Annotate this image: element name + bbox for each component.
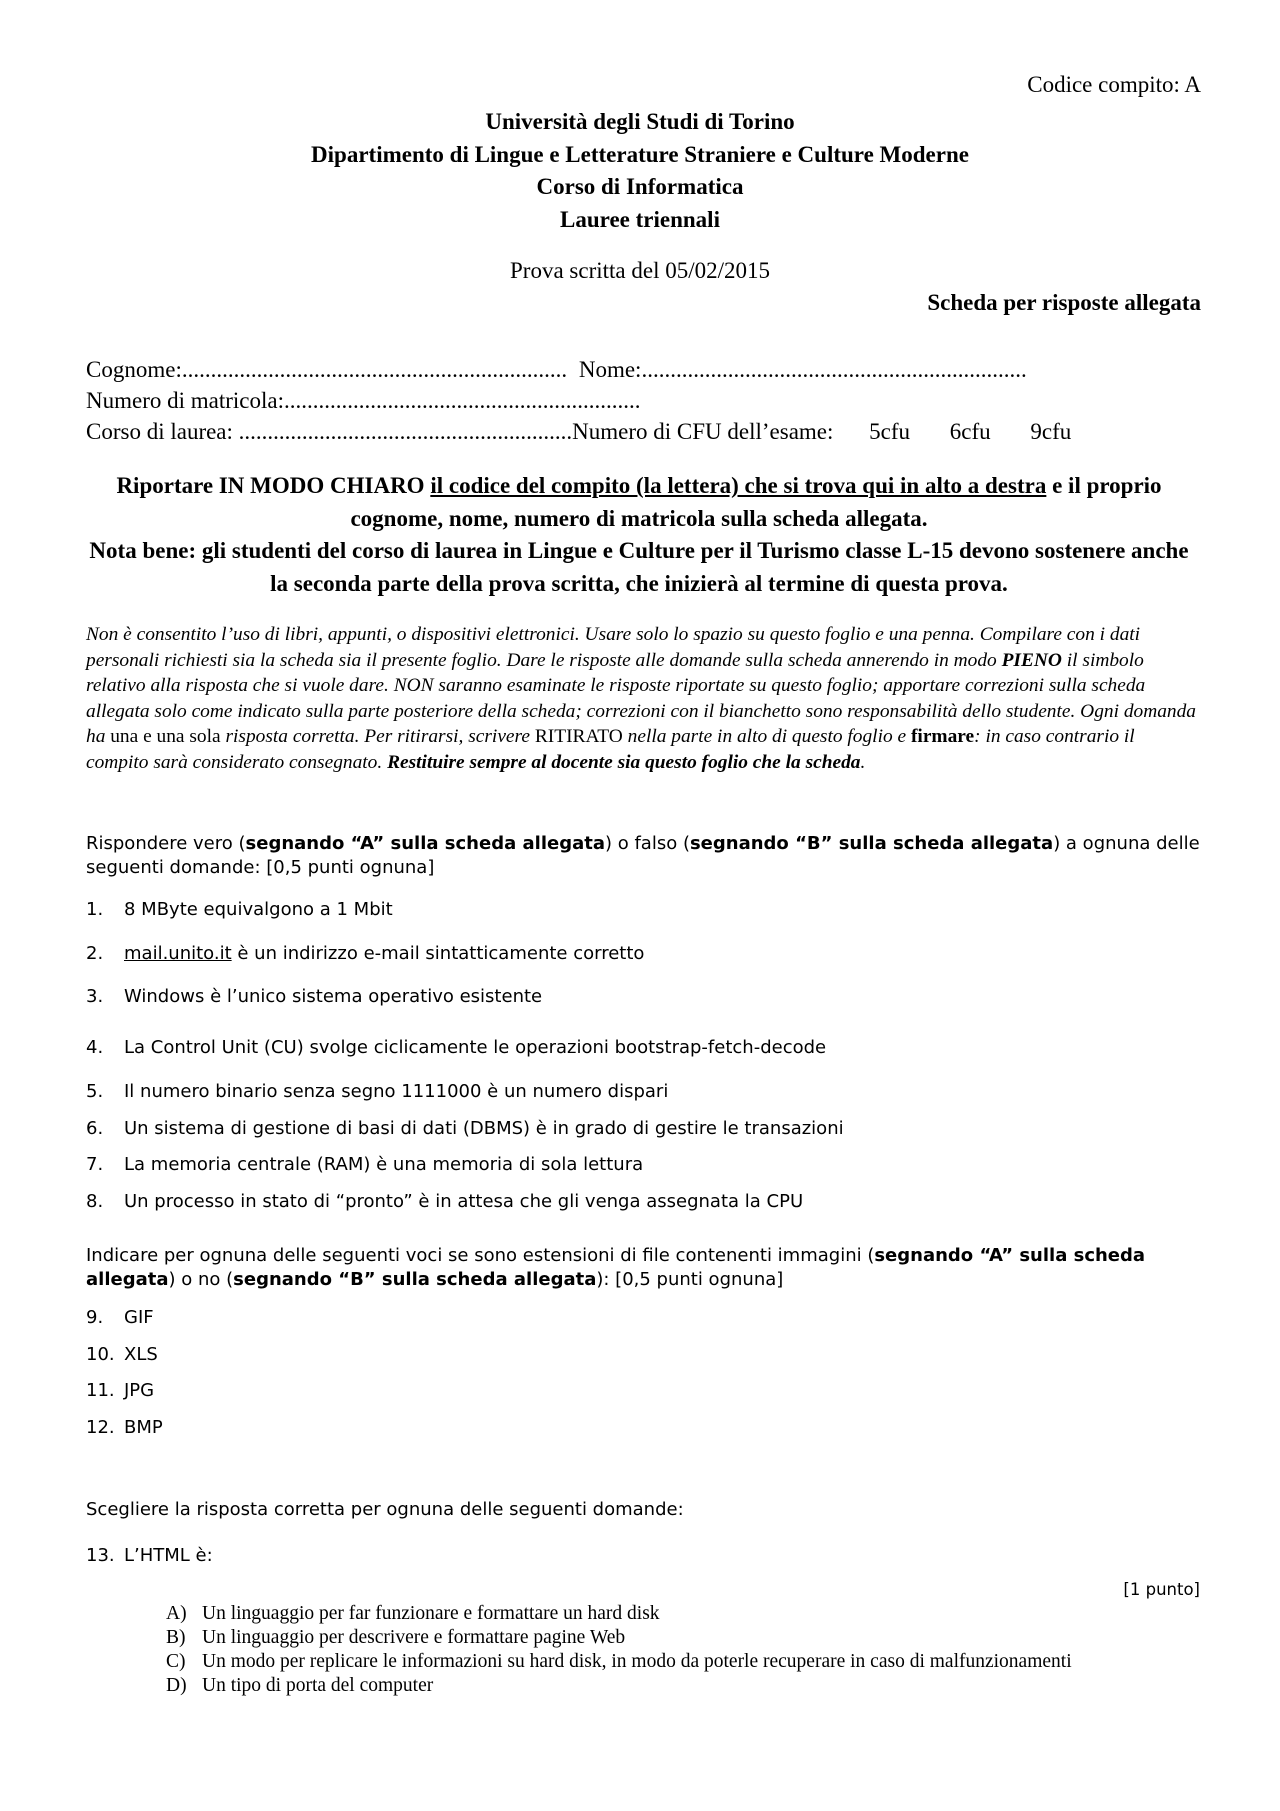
rules-bold-restituire: Restituire sempre al docente sia questo foglio che la scheda: [387, 751, 861, 773]
option-d: [166, 1674, 1072, 1698]
question-number: 1.: [86, 899, 104, 920]
rules-bold-firmare: firmare: [910, 726, 975, 747]
rules-upright: una e una sola: [105, 726, 221, 747]
rules-bold-pieno: PIENO: [1001, 649, 1062, 671]
option-letter: C): [166, 1651, 186, 1672]
course-line: [86, 416, 1071, 447]
rules-upright: RITIRATO: [534, 726, 623, 747]
rules-text: ha: [86, 726, 106, 747]
question-number: 6.: [86, 1118, 104, 1139]
rules-text: risposta corretta. Per ritirarsi, scrivere: [220, 726, 535, 747]
header-block: [0, 106, 1280, 236]
student-fields: [86, 354, 1071, 447]
question-13-options: [166, 1602, 1072, 1698]
degree-type: Lauree triennali: [560, 206, 720, 232]
question-text: La Control Unit (CU) svolge ciclicamente le operazioni bootstrap-fetch-decode: [124, 1037, 827, 1058]
section-text: ): [0,5 punti ognuna]: [596, 1269, 784, 1290]
question-12: [86, 1416, 163, 1440]
section-text: ) a ognuna delle seguenti domande: [0,5 punti ognuna]: [86, 833, 1200, 878]
question-number: 9.: [86, 1307, 104, 1328]
question-text: La memoria centrale (RAM) è una memoria di sola lettura: [124, 1154, 644, 1175]
matricola-field[interactable]: Numero di matricola:..............................................................: [86, 388, 641, 413]
question-2: [86, 942, 644, 966]
notice-tourism: Nota bene: gli studenti del corso di laurea in Lingue e Culture per il Turismo classe L-15 devono sostenere anche la seconda parte della prova scritta, che inizierà al termine di questa prova.: [89, 538, 1189, 596]
question-9: [86, 1306, 154, 1330]
section-bold: segnando “A” sulla scheda allegata: [245, 833, 605, 854]
question-number: 12.: [86, 1417, 115, 1438]
rules-text: il simbolo relativo alla risposta che si vuole dare. NON saranno esaminate le risposte riportate su questo foglio; apportare correzioni sulla scheda allegata solo come indicato sulla parte posteriore della scheda; correzioni con il bianchetto sono responsabilità dello studente. Ogni domanda: [86, 649, 1196, 722]
answer-sheet-note: Scheda per risposte allegata: [927, 290, 1201, 315]
question-4: [86, 1036, 826, 1060]
question-number: 13.: [86, 1545, 115, 1566]
option-c: [166, 1650, 1072, 1674]
question-13: [86, 1544, 213, 1568]
question-5: [86, 1080, 668, 1104]
question-text: 8 MByte equivalgono a 1 Mbit: [124, 899, 393, 920]
course-name: Corso di Informatica: [536, 174, 744, 199]
option-b: [166, 1626, 1072, 1650]
question-10: [86, 1343, 158, 1367]
option-letter: B): [166, 1627, 186, 1648]
question-number: 2.: [86, 943, 104, 964]
option-text: Un linguaggio per far funzionare e formattare un hard disk: [202, 1603, 660, 1624]
question-6: [86, 1117, 844, 1141]
section-image-extensions-intro: [86, 1244, 1206, 1292]
rules-text: nella parte in alto di questo foglio e: [622, 726, 911, 747]
option-letter: D): [166, 1675, 187, 1696]
question-text: Il numero binario senza segno 1111000 è un numero dispari: [124, 1081, 669, 1102]
department-name: Dipartimento di Lingue e Letterature Straniere e Culture Moderne: [311, 141, 969, 167]
notice-text-2: e il proprio cognome, nome, numero di matricola sulla scheda allegata.: [350, 473, 1162, 531]
instructions-notice: [86, 470, 1192, 600]
question-text: JPG: [124, 1380, 155, 1401]
question-number: 7.: [86, 1154, 104, 1175]
section-text: Indicare per ognuna delle seguenti voci se sono estensioni di file contenenti immagini (: [86, 1245, 875, 1266]
question-text: Un processo in stato di “pronto” è in attesa che gli venga assegnata la CPU: [124, 1191, 804, 1212]
question-13-points: [1 punto]: [1123, 1580, 1200, 1599]
rules-text: .: [860, 751, 866, 773]
exam-date: Prova scritta del 05/02/2015: [510, 258, 770, 283]
question-7: [86, 1153, 643, 1177]
question-text: XLS: [124, 1344, 158, 1365]
degree-course-field[interactable]: Corso di laurea: ..........................................................: [86, 419, 573, 444]
question-text: GIF: [124, 1307, 154, 1328]
name-line: [86, 354, 1071, 385]
option-a: [166, 1602, 1072, 1626]
question-11: [86, 1379, 154, 1403]
option-text: Un linguaggio per descrivere e formattare pagine Web: [202, 1627, 626, 1648]
firstname-field[interactable]: Nome:...................................................................: [578, 357, 1027, 382]
section-true-false-intro: [86, 832, 1206, 880]
question-number: 10.: [86, 1344, 115, 1365]
question-number: 5.: [86, 1081, 104, 1102]
question-8: [86, 1190, 803, 1214]
option-letter: A): [166, 1603, 187, 1624]
question-text: è un indirizzo e-mail sintatticamente corretto: [231, 943, 645, 964]
question-number: 11.: [86, 1380, 115, 1401]
section-bold: segnando “A” sulla scheda allegata: [86, 1245, 1146, 1290]
section-multiple-choice-intro: Scegliere la risposta corretta per ognuna delle seguenti domande:: [86, 1499, 684, 1520]
cfu-label: Numero di CFU dell’esame:: [572, 419, 834, 444]
cfu-option-9[interactable]: 9cfu: [1030, 419, 1072, 444]
question-text: BMP: [124, 1417, 163, 1438]
rules-text: Non è consentito l’uso di libri, appunti, o dispositivi elettronici. Usare solo lo spazio su questo foglio e una penna. Compilare con i dati personali richiesti sia la scheda sia il presente foglio. Dare le risposte alle domande sulla scheda annerendo in modo: [86, 624, 1141, 671]
university-name: Università degli Studi di Torino: [485, 109, 795, 134]
section-bold: segnando “B” sulla scheda allegata: [233, 1269, 597, 1290]
notice-text-1: Riportare IN MODO CHIARO: [116, 473, 431, 498]
option-text: Un tipo di porta del computer: [202, 1675, 434, 1696]
section-bold: segnando “B” sulla scheda allegata: [689, 833, 1054, 854]
question-text: Windows è l’unico sistema operativo esistente: [124, 986, 543, 1007]
section-text: ) o falso (: [604, 833, 690, 854]
question-number: 8.: [86, 1191, 104, 1212]
cfu-option-6[interactable]: 6cfu: [949, 419, 991, 444]
exam-code: Codice compito: A: [1027, 72, 1201, 97]
notice-underlined: il codice del compito (la lettera) che si trova qui in alto a destra: [430, 473, 1047, 498]
rules-text: : in caso contrario il compito sarà considerato consegnato.: [86, 726, 1135, 773]
cfu-option-5[interactable]: 5cfu: [869, 419, 911, 444]
question-3: [86, 985, 542, 1009]
exam-rules: [86, 622, 1198, 775]
question-number: 4.: [86, 1037, 104, 1058]
email-domain-link[interactable]: mail.unito.it: [124, 943, 232, 964]
section-text: Rispondere vero (: [86, 833, 246, 854]
question-text: Un sistema di gestione di basi di dati (DBMS) è in grado di gestire le transazioni: [124, 1118, 844, 1139]
question-text: L’HTML è:: [124, 1545, 213, 1566]
option-text: Un modo per replicare le informazioni su hard disk, in modo da poterle recuperare in caso di malfunzionamenti: [202, 1651, 1072, 1672]
question-number: 3.: [86, 986, 104, 1007]
question-1: [86, 898, 393, 922]
section-text: ) o no (: [168, 1269, 234, 1290]
surname-field[interactable]: Cognome:...................................................................: [86, 357, 568, 382]
